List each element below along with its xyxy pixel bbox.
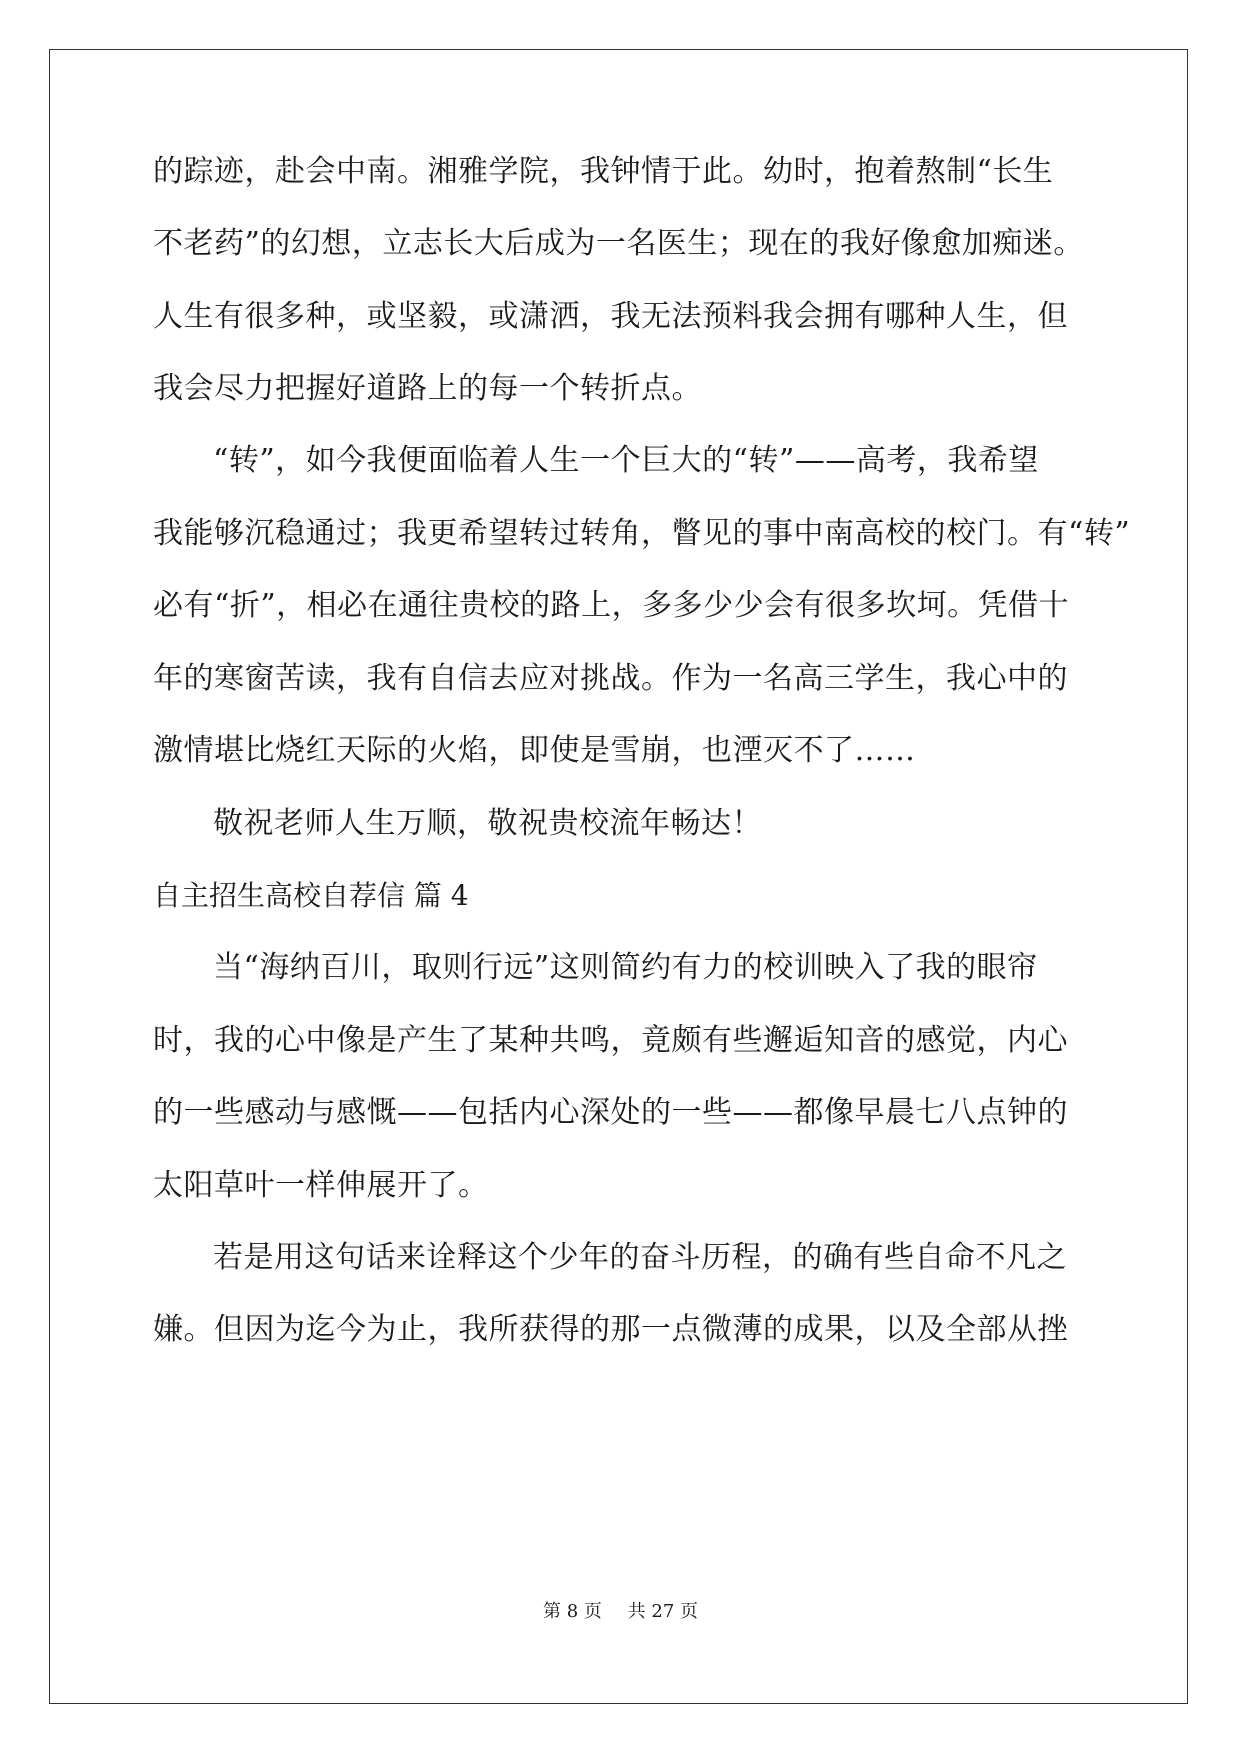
text-line: 我能够沉稳通过；我更希望转过转角，瞥见的事中南高校的校门。有“转”	[153, 516, 1131, 551]
text-line: 时，我的心中像是产生了某种共鸣，竟颇有些邂逅知音的感觉，内心	[153, 1023, 1068, 1058]
page-number: 第 8 页	[543, 1601, 602, 1622]
section-heading: 自主招生高校自荐信 篇 4	[153, 879, 469, 912]
page-total: 共 27 页	[627, 1601, 698, 1622]
text-line: 嫌。但因为迄今为止，我所获得的那一点微薄的成果，以及全部从挫	[153, 1312, 1068, 1347]
text-line: 太阳草叶一样伸展开了。	[153, 1168, 489, 1203]
text-line: “转”，如今我便面临着人生一个巨大的“转”——高考，我希望	[213, 443, 1039, 478]
text-line: 激情堪比烧红天际的火焰，即使是雪崩，也湮灭不了……	[153, 733, 916, 768]
text-line: 当“海纳百川，取则行远”这则简约有力的校训映入了我的眼帘	[213, 950, 1038, 985]
text-line: 若是用这句话来诠释这个少年的奋斗历程，的确有些自命不凡之	[213, 1240, 1067, 1275]
text-line: 的踪迹，赴会中南。湘雅学院，我钟情于此。幼时，抱着熬制“长生	[153, 154, 1054, 189]
text-line: 的一些感动与感慨——包括内心深处的一些——都像早晨七八点钟的	[153, 1095, 1068, 1130]
page-footer	[0, 1600, 1241, 1624]
text-line: 年的寒窗苦读，我有自信去应对挑战。作为一名高三学生，我心中的	[153, 661, 1068, 696]
text-line: 敬祝老师人生万顺，敬祝贵校流年畅达！	[213, 806, 762, 841]
text-line: 我会尽力把握好道路上的每一个转折点。	[153, 371, 702, 406]
text-line: 必有“折”，相必在通往贵校的路上，多多少少会有很多坎坷。凭借十	[153, 588, 1070, 623]
text-line: 不老药”的幻想，立志长大后成为一名医生；现在的我好像愈加痴迷。	[153, 226, 1084, 261]
text-line: 人生有很多种，或坚毅，或潇洒，我无法预料我会拥有哪种人生，但	[153, 299, 1068, 334]
